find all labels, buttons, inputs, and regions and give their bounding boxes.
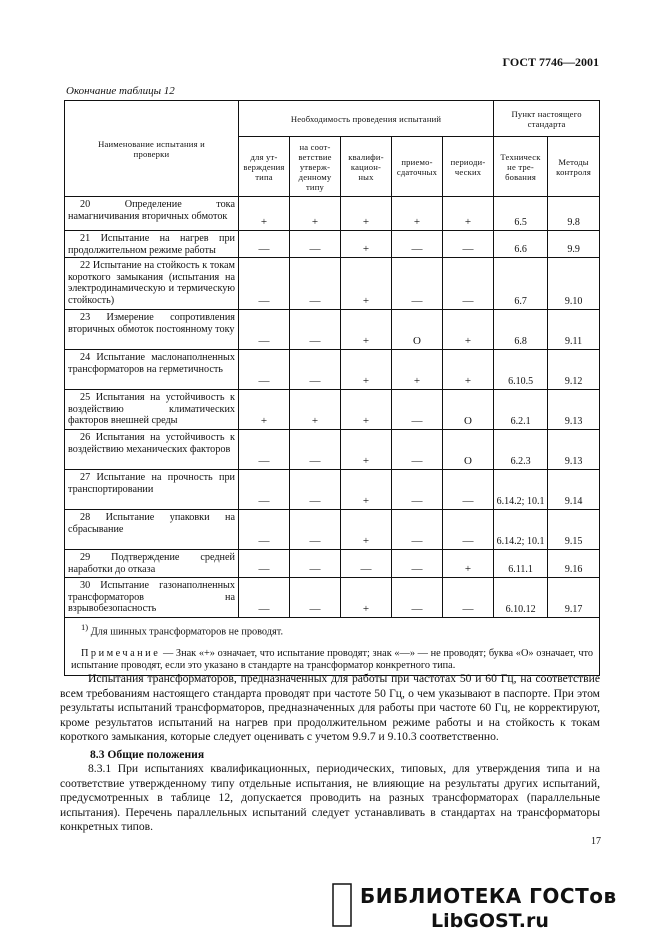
mark-cell: +: [341, 430, 392, 470]
table-row: [65, 350, 600, 390]
mark-cell: —: [239, 231, 290, 258]
mark-cell: +: [392, 350, 443, 390]
mark-cell: +: [341, 510, 392, 550]
mark-cell: —: [290, 258, 341, 310]
footnote-text: Для шинных трансформаторов не проводят.: [90, 626, 284, 638]
table-row: [65, 430, 600, 470]
col-header-type-approval: для ут-верждения типа: [239, 137, 290, 197]
test-name-cell: [65, 310, 239, 350]
mark-cell: —: [239, 350, 290, 390]
standard-header: ГОСТ 7746—2001: [502, 55, 599, 69]
mark-cell: —: [392, 430, 443, 470]
mark-cell: —: [290, 310, 341, 350]
test-name: 25 Испытания на устойчивость к воздействию климатических факторов внешней среды: [68, 392, 235, 426]
method-cell: 9.8: [548, 197, 600, 231]
table-row: [65, 310, 600, 350]
mark-cell: —: [443, 258, 494, 310]
mark-cell: O: [392, 310, 443, 350]
mark-cell: +: [341, 350, 392, 390]
test-name: 22 Испытание на стойкость к токам короткого замыкания (испытания на электродинамическую и термическую стойкость): [68, 260, 235, 306]
mark-cell: —: [392, 510, 443, 550]
paragraph-8-3-1: [60, 762, 600, 835]
method-cell: 9.12: [548, 350, 600, 390]
col-header-methods: Методы контроля: [548, 137, 600, 197]
col-header-name: Наименование испытания и проверки: [65, 101, 239, 197]
mark-cell: +: [341, 310, 392, 350]
table-row: [65, 231, 600, 258]
test-name: 23 Измерение сопротивления вторичных обмоток постоянному току: [68, 312, 235, 335]
mark-cell: —: [239, 258, 290, 310]
mark-cell: —: [290, 578, 341, 618]
table-row: [65, 470, 600, 510]
table-caption: Окончание таблицы 12: [66, 85, 175, 97]
mark-cell: +: [443, 310, 494, 350]
test-name: 30 Испытание газонаполненных трансформаторов на взрывобезопасность: [68, 580, 235, 614]
method-cell: 9.11: [548, 310, 600, 350]
mark-cell: +: [392, 197, 443, 231]
tech-req-cell: 6.14.2; 10.1: [494, 470, 548, 510]
col-header-periodic: периоди-ческих: [443, 137, 494, 197]
mark-cell: —: [239, 470, 290, 510]
page-number: 17: [591, 836, 601, 847]
mark-cell: +: [341, 258, 392, 310]
test-name-cell: [65, 197, 239, 231]
mark-cell: +: [443, 350, 494, 390]
mark-cell: —: [290, 430, 341, 470]
mark-cell: +: [290, 390, 341, 430]
test-name: 27 Испытание на прочность при транспортировании: [68, 472, 235, 495]
test-name-cell: [65, 470, 239, 510]
test-name-cell: [65, 231, 239, 258]
tech-req-cell: 6.11.1: [494, 550, 548, 578]
test-name-cell: [65, 550, 239, 578]
table-note: [71, 648, 593, 672]
test-name: 26 Испытания на устойчивость к воздействию механических факторов: [68, 432, 235, 455]
test-name: 28 Испытание упаковки на сбрасывание: [68, 512, 235, 535]
note-label: Примечание: [81, 648, 161, 660]
footnote: [71, 621, 593, 638]
mark-cell: —: [290, 350, 341, 390]
test-name: 24 Испытание маслонаполненных трансформаторов на герметичность: [68, 352, 235, 375]
footnote-mark: 1): [81, 622, 89, 632]
test-name-cell: [65, 430, 239, 470]
mark-cell: +: [290, 197, 341, 231]
mark-cell: —: [290, 231, 341, 258]
mark-cell: —: [392, 470, 443, 510]
mark-cell: —: [392, 390, 443, 430]
method-cell: 9.14: [548, 470, 600, 510]
paragraph-frequency: [60, 672, 600, 745]
mark-cell: —: [239, 578, 290, 618]
mark-cell: —: [239, 430, 290, 470]
col-group-tests: Необходимость проведения испытаний: [239, 101, 494, 137]
mark-cell: +: [341, 231, 392, 258]
tech-req-cell: 6.7: [494, 258, 548, 310]
mark-cell: —: [392, 550, 443, 578]
table-row: [65, 390, 600, 430]
method-cell: 9.10: [548, 258, 600, 310]
tech-req-cell: 6.10.12: [494, 578, 548, 618]
table-row: [65, 510, 600, 550]
book-icon: [330, 880, 356, 930]
method-cell: 9.17: [548, 578, 600, 618]
col-header-tech-req: Техническ не тре-бования: [494, 137, 548, 197]
table-notes: [65, 618, 600, 676]
mark-cell: —: [443, 578, 494, 618]
mark-cell: —: [239, 550, 290, 578]
mark-cell: +: [443, 197, 494, 231]
tests-table: [64, 100, 600, 676]
method-cell: 9.16: [548, 550, 600, 578]
paragraph-text: Испытания трансформаторов, предназначенных для работы при частотах 50 и 60 Гц, на соответствие всем требованиям настоящего стандарта проводят при частоте 50 Гц, о чем указывают в паспорте. При этом результаты испытаний трансформаторов, предназначенных для работы при частоте 60 Гц, не корректируют, кроме результатов испытаний на нагрев при продолжительном режиме работы и на стойкость к токам короткого замыкания, которые следует оценивать с учетом 9.9.7 и 9.10.3 соответственно.: [60, 672, 600, 743]
table-row: [65, 578, 600, 618]
mark-cell: +: [443, 550, 494, 578]
mark-cell: —: [290, 550, 341, 578]
note-text: — Знак «+» означает, что испытание проводят; знак «—» — не проводят; буква «О» означает, что испытание проводят, если это указано в стандарте на трансформатор конкретного типа.: [71, 648, 594, 672]
tech-req-cell: 6.2.1: [494, 390, 548, 430]
test-name-cell: [65, 258, 239, 310]
mark-cell: —: [443, 470, 494, 510]
mark-cell: —: [239, 510, 290, 550]
method-cell: 9.13: [548, 390, 600, 430]
test-name: 21 Испытание на нагрев при продолжительном режиме работы: [68, 233, 235, 256]
table-row: [65, 550, 600, 578]
watermark-library: БИБЛИОТЕКА ГОСТов: [360, 884, 617, 908]
test-name: 29 Подтверждение средней наработки до отказа: [68, 552, 235, 575]
mark-cell: —: [290, 510, 341, 550]
test-name-cell: [65, 350, 239, 390]
table-row: [65, 258, 600, 310]
test-name: 20 Определение тока намагничивания вторичных обмоток: [68, 199, 235, 222]
mark-cell: —: [341, 550, 392, 578]
mark-cell: +: [239, 197, 290, 231]
tech-req-cell: 6.14.2; 10.1: [494, 510, 548, 550]
test-name-cell: [65, 578, 239, 618]
tech-req-cell: 6.8: [494, 310, 548, 350]
mark-cell: +: [341, 390, 392, 430]
mark-cell: —: [290, 470, 341, 510]
paragraph-text: 8.3.1 При испытаниях квалификационных, периодических, типовых, для утверждения типа и на соответствие утвержденному типу отдельные испытания, не влияющие на результаты других испытаний, предусмотренных в таблице 12, допускается проводить на разных трансформаторах (параллельные испытания). Перечень параллельных испытаний следует устанавливать в стандартах на трансформаторы конкретных типов.: [60, 762, 600, 833]
mark-cell: —: [392, 578, 443, 618]
mark-cell: O: [443, 430, 494, 470]
watermark-site: LibGOST.ru: [431, 910, 549, 932]
tech-req-cell: 6.10.5: [494, 350, 548, 390]
mark-cell: —: [443, 510, 494, 550]
test-name-cell: [65, 510, 239, 550]
tech-req-cell: 6.6: [494, 231, 548, 258]
method-cell: 9.9: [548, 231, 600, 258]
method-cell: 9.13: [548, 430, 600, 470]
mark-cell: —: [239, 310, 290, 350]
mark-cell: +: [341, 470, 392, 510]
col-header-conformity: на соот-ветствие утверж-денному типу: [290, 137, 341, 197]
mark-cell: —: [392, 258, 443, 310]
mark-cell: O: [443, 390, 494, 430]
tech-req-cell: 6.2.3: [494, 430, 548, 470]
mark-cell: +: [341, 197, 392, 231]
section-heading: 8.3 Общие положения: [90, 748, 205, 761]
table-row: [65, 197, 600, 231]
method-cell: 9.15: [548, 510, 600, 550]
test-name-cell: [65, 390, 239, 430]
col-header-acceptance: приемо-сдаточных: [392, 137, 443, 197]
mark-cell: +: [239, 390, 290, 430]
tech-req-cell: 6.5: [494, 197, 548, 231]
mark-cell: —: [443, 231, 494, 258]
col-header-qualification: квалифи-кацион-ных: [341, 137, 392, 197]
mark-cell: +: [341, 578, 392, 618]
mark-cell: —: [392, 231, 443, 258]
col-group-clause: Пункт настоящего стандарта: [494, 101, 600, 137]
